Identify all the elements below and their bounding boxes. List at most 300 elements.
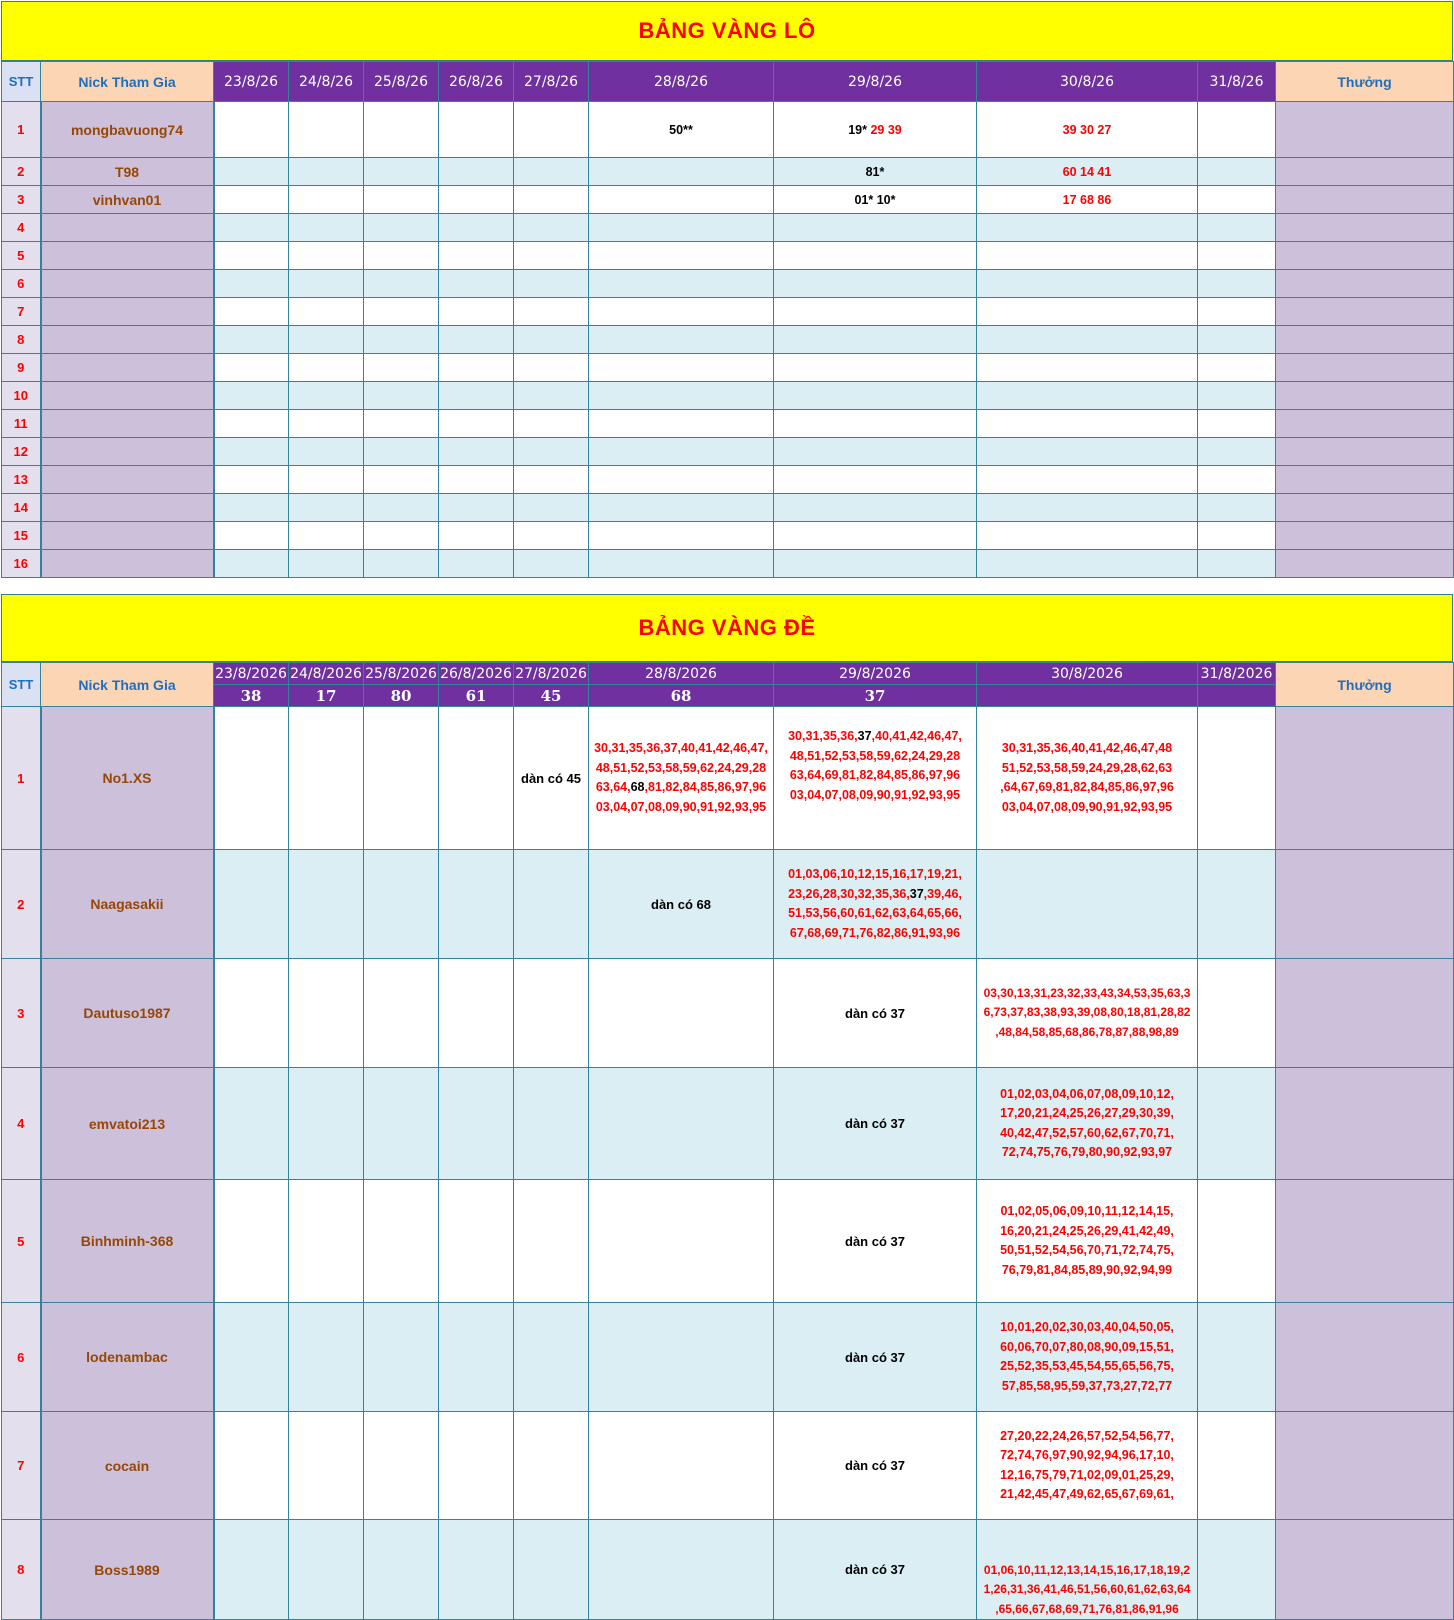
day-cell[interactable] bbox=[289, 410, 364, 438]
day-cell[interactable] bbox=[589, 410, 774, 438]
day-cell[interactable] bbox=[364, 102, 439, 158]
nick-cell[interactable] bbox=[41, 270, 214, 298]
reward-cell[interactable] bbox=[1276, 438, 1454, 466]
day-cell[interactable] bbox=[1198, 410, 1276, 438]
day-cell[interactable] bbox=[289, 959, 364, 1068]
header-date: 28/8/26 bbox=[589, 62, 774, 102]
day-cell[interactable] bbox=[214, 410, 289, 438]
day-cell[interactable] bbox=[514, 186, 589, 214]
day-cell[interactable] bbox=[1198, 494, 1276, 522]
day-cell[interactable] bbox=[289, 1180, 364, 1303]
day-cell[interactable] bbox=[977, 850, 1198, 959]
day-cell[interactable] bbox=[289, 158, 364, 186]
day-cell[interactable] bbox=[774, 438, 977, 466]
reward-cell[interactable] bbox=[1276, 326, 1454, 354]
day-cell[interactable] bbox=[589, 1180, 774, 1303]
day-cell[interactable] bbox=[514, 326, 589, 354]
day-cell[interactable]: dàn có 45 bbox=[514, 707, 589, 850]
row-number: 10 bbox=[2, 382, 41, 410]
day-cell[interactable]: 03,30,13,31,23,32,33,43,34,53,35,63,3 6,73,37,83,38,93,39,08,80,18,81,28,82 ,48,84,58,85,68,86,78,87,88,98,89 bbox=[977, 959, 1198, 1068]
day-cell[interactable] bbox=[439, 550, 514, 578]
day-cell[interactable] bbox=[364, 270, 439, 298]
day-cell[interactable] bbox=[774, 550, 977, 578]
nick-cell[interactable] bbox=[41, 326, 214, 354]
day-cell[interactable] bbox=[774, 466, 977, 494]
reward-cell[interactable] bbox=[1276, 522, 1454, 550]
day-cell[interactable] bbox=[977, 270, 1198, 298]
day-cell[interactable] bbox=[214, 707, 289, 850]
day-cell[interactable] bbox=[589, 214, 774, 242]
day-cell[interactable] bbox=[289, 1412, 364, 1520]
day-cell[interactable] bbox=[364, 550, 439, 578]
day-cell[interactable] bbox=[1198, 550, 1276, 578]
day-cell[interactable] bbox=[1198, 158, 1276, 186]
day-cell[interactable] bbox=[214, 186, 289, 214]
day-cell[interactable] bbox=[289, 1303, 364, 1412]
day-cell[interactable] bbox=[774, 522, 977, 550]
day-cell[interactable] bbox=[214, 466, 289, 494]
day-cell[interactable]: dàn có 37 bbox=[774, 1412, 977, 1520]
day-cell[interactable] bbox=[1198, 1520, 1276, 1620]
row-number: 7 bbox=[2, 298, 41, 326]
day-cell[interactable] bbox=[214, 298, 289, 326]
day-cell[interactable] bbox=[774, 102, 977, 158]
day-cell[interactable] bbox=[977, 382, 1198, 410]
header-nick: Nick Tham Gia bbox=[41, 62, 214, 102]
day-cell[interactable] bbox=[514, 1303, 589, 1412]
day-cell[interactable] bbox=[439, 382, 514, 410]
nick-cell[interactable] bbox=[41, 494, 214, 522]
day-cell[interactable] bbox=[214, 550, 289, 578]
day-cell[interactable] bbox=[439, 242, 514, 270]
reward-cell[interactable] bbox=[1276, 850, 1454, 959]
day-cell[interactable] bbox=[439, 410, 514, 438]
nick-cell[interactable] bbox=[41, 214, 214, 242]
day-cell[interactable] bbox=[364, 326, 439, 354]
de-title: BẢNG VÀNG ĐỀ bbox=[1, 594, 1453, 662]
table-row bbox=[2, 102, 1454, 158]
day-cell[interactable] bbox=[364, 1303, 439, 1412]
day-cell[interactable] bbox=[589, 354, 774, 382]
day-cell[interactable] bbox=[1198, 438, 1276, 466]
header-thuong: Thưởng bbox=[1276, 663, 1454, 707]
hit-number: 37 bbox=[909, 886, 924, 901]
day-cell[interactable] bbox=[364, 466, 439, 494]
hit-number: 37 bbox=[857, 729, 872, 743]
day-cell[interactable] bbox=[214, 1303, 289, 1412]
day-cell[interactable] bbox=[364, 494, 439, 522]
day-cell[interactable] bbox=[589, 382, 774, 410]
day-cell[interactable] bbox=[364, 410, 439, 438]
day-cell[interactable] bbox=[439, 850, 514, 959]
day-cell[interactable] bbox=[514, 959, 589, 1068]
day-cell[interactable] bbox=[774, 850, 977, 959]
day-cell[interactable] bbox=[514, 158, 589, 186]
header-date: 24/8/2026 bbox=[289, 663, 364, 685]
day-cell[interactable]: 17 68 86 bbox=[977, 186, 1198, 214]
day-cell[interactable] bbox=[439, 522, 514, 550]
nick-cell[interactable]: No1.XS bbox=[41, 707, 214, 850]
day-cell[interactable] bbox=[1198, 102, 1276, 158]
reward-cell[interactable] bbox=[1276, 1303, 1454, 1412]
table-row bbox=[2, 466, 1454, 494]
day-cell[interactable] bbox=[214, 494, 289, 522]
day-cell[interactable] bbox=[774, 214, 977, 242]
nick-cell[interactable] bbox=[41, 410, 214, 438]
day-cell[interactable] bbox=[514, 466, 589, 494]
day-cell[interactable] bbox=[439, 959, 514, 1068]
de-table bbox=[1, 662, 1454, 1620]
day-cell[interactable] bbox=[774, 494, 977, 522]
day-cell[interactable] bbox=[977, 298, 1198, 326]
day-cell[interactable] bbox=[589, 494, 774, 522]
day-cell[interactable] bbox=[1198, 850, 1276, 959]
day-cell[interactable] bbox=[1198, 707, 1276, 850]
day-cell[interactable] bbox=[439, 102, 514, 158]
nick-cell[interactable]: vinhvan01 bbox=[41, 186, 214, 214]
day-cell[interactable] bbox=[589, 707, 774, 850]
reward-cell[interactable] bbox=[1276, 959, 1454, 1068]
day-cell[interactable] bbox=[439, 1180, 514, 1303]
nick-cell[interactable]: lodenambac bbox=[41, 1303, 214, 1412]
day-cell[interactable] bbox=[977, 466, 1198, 494]
day-cell[interactable] bbox=[589, 1068, 774, 1180]
day-cell[interactable] bbox=[289, 186, 364, 214]
day-cell[interactable]: dàn có 37 bbox=[774, 1303, 977, 1412]
day-cell[interactable] bbox=[214, 326, 289, 354]
nick-cell[interactable] bbox=[41, 438, 214, 466]
day-cell[interactable] bbox=[514, 1412, 589, 1520]
day-cell[interactable]: dàn có 37 bbox=[774, 1520, 977, 1620]
table-row bbox=[2, 438, 1454, 466]
day-cell[interactable] bbox=[589, 270, 774, 298]
day-cell[interactable] bbox=[289, 298, 364, 326]
day-cell[interactable] bbox=[514, 850, 589, 959]
nick-cell[interactable] bbox=[41, 466, 214, 494]
day-cell[interactable] bbox=[1198, 270, 1276, 298]
table-row bbox=[2, 270, 1454, 298]
header-date: 25/8/26 bbox=[364, 62, 439, 102]
table-row bbox=[2, 186, 1454, 214]
day-cell[interactable] bbox=[364, 298, 439, 326]
reward-cell[interactable] bbox=[1276, 466, 1454, 494]
row-number: 2 bbox=[2, 850, 41, 959]
day-cell[interactable]: 60 14 41 bbox=[977, 158, 1198, 186]
day-cell[interactable] bbox=[977, 214, 1198, 242]
nick-cell[interactable]: T98 bbox=[41, 158, 214, 186]
day-cell[interactable] bbox=[439, 214, 514, 242]
day-cell[interactable] bbox=[214, 438, 289, 466]
number-list: ,81,82,84,85,86,97,96 03,04,07,08,09,90,91,92,93,95 bbox=[595, 780, 767, 814]
table-row bbox=[2, 354, 1454, 382]
header-date: 28/8/2026 bbox=[589, 663, 774, 685]
day-cell[interactable] bbox=[289, 522, 364, 550]
day-cell[interactable] bbox=[289, 466, 364, 494]
day-cell[interactable] bbox=[289, 354, 364, 382]
reward-cell[interactable] bbox=[1276, 550, 1454, 578]
day-cell[interactable] bbox=[214, 959, 289, 1068]
table-row bbox=[2, 959, 1454, 1068]
reward-cell[interactable] bbox=[1276, 102, 1454, 158]
day-cell[interactable] bbox=[774, 354, 977, 382]
day-cell[interactable] bbox=[214, 1068, 289, 1180]
day-cell[interactable]: dàn có 37 bbox=[774, 1180, 977, 1303]
reward-cell[interactable] bbox=[1276, 410, 1454, 438]
day-cell[interactable] bbox=[514, 494, 589, 522]
day-cell[interactable] bbox=[1198, 466, 1276, 494]
nick-cell[interactable]: Naagasakii bbox=[41, 850, 214, 959]
reward-cell[interactable] bbox=[1276, 158, 1454, 186]
day-cell[interactable] bbox=[439, 158, 514, 186]
day-cell[interactable]: 27,20,22,24,26,57,52,54,56,77, 72,74,76,97,90,92,94,96,17,10, 12,16,75,79,71,02,09,01,25,29, 21,42,45,47,49,62,65,67,69,61, bbox=[977, 1412, 1198, 1520]
day-cell[interactable] bbox=[977, 410, 1198, 438]
header-stt: STT bbox=[2, 62, 41, 102]
day-cell[interactable] bbox=[439, 326, 514, 354]
lo-title: BẢNG VÀNG LÔ bbox=[1, 1, 1453, 61]
day-cell[interactable] bbox=[514, 410, 589, 438]
nick-cell[interactable] bbox=[41, 298, 214, 326]
day-cell[interactable] bbox=[589, 298, 774, 326]
day-cell[interactable] bbox=[439, 1520, 514, 1620]
day-cell[interactable] bbox=[774, 410, 977, 438]
day-cell[interactable] bbox=[1198, 1412, 1276, 1520]
day-cell[interactable] bbox=[774, 707, 977, 850]
day-cell[interactable] bbox=[364, 214, 439, 242]
day-cell[interactable] bbox=[289, 438, 364, 466]
day-cell[interactable]: dàn có 68 bbox=[589, 850, 774, 959]
day-cell[interactable] bbox=[439, 354, 514, 382]
day-cell[interactable] bbox=[439, 1068, 514, 1180]
day-cell[interactable] bbox=[214, 270, 289, 298]
nick-cell[interactable] bbox=[41, 354, 214, 382]
day-cell[interactable] bbox=[1198, 1180, 1276, 1303]
day-cell[interactable] bbox=[514, 242, 589, 270]
day-cell[interactable] bbox=[439, 1303, 514, 1412]
row-number: 12 bbox=[2, 438, 41, 466]
day-cell[interactable] bbox=[977, 522, 1198, 550]
nick-cell[interactable] bbox=[41, 522, 214, 550]
day-cell[interactable] bbox=[214, 1520, 289, 1620]
nick-cell[interactable]: Boss1989 bbox=[41, 1520, 214, 1620]
day-cell[interactable] bbox=[977, 326, 1198, 354]
day-cell[interactable] bbox=[214, 1412, 289, 1520]
day-cell[interactable] bbox=[1198, 186, 1276, 214]
reward-cell[interactable] bbox=[1276, 1180, 1454, 1303]
reward-cell[interactable] bbox=[1276, 1412, 1454, 1520]
result-number: 38 bbox=[214, 685, 289, 707]
day-cell[interactable] bbox=[289, 382, 364, 410]
day-cell[interactable]: dàn có 37 bbox=[774, 1068, 977, 1180]
day-cell[interactable] bbox=[514, 1068, 589, 1180]
day-cell[interactable] bbox=[589, 1412, 774, 1520]
table-row bbox=[2, 382, 1454, 410]
day-cell[interactable] bbox=[289, 270, 364, 298]
header-date: 24/8/26 bbox=[289, 62, 364, 102]
day-cell[interactable] bbox=[774, 382, 977, 410]
reward-cell[interactable] bbox=[1276, 186, 1454, 214]
row-number: 8 bbox=[2, 1520, 41, 1620]
day-cell[interactable] bbox=[514, 102, 589, 158]
nick-cell[interactable]: cocain bbox=[41, 1412, 214, 1520]
day-cell[interactable]: 30,31,35,36,40,41,42,46,47,48 51,52,53,58,59,24,29,28,62,63 ,64,67,69,81,82,84,85,86,97,96 03,04,07,08,09,90,91,92,93,95 bbox=[977, 707, 1198, 850]
reward-cell[interactable] bbox=[1276, 494, 1454, 522]
day-cell[interactable] bbox=[514, 438, 589, 466]
day-cell[interactable] bbox=[214, 1180, 289, 1303]
table-row bbox=[2, 1520, 1454, 1620]
day-cell[interactable] bbox=[289, 242, 364, 270]
day-cell[interactable] bbox=[364, 438, 439, 466]
nick-cell[interactable]: emvatoi213 bbox=[41, 1068, 214, 1180]
day-cell[interactable] bbox=[364, 522, 439, 550]
day-cell[interactable] bbox=[364, 158, 439, 186]
day-cell[interactable] bbox=[774, 326, 977, 354]
day-cell[interactable] bbox=[514, 522, 589, 550]
day-cell[interactable] bbox=[589, 438, 774, 466]
day-cell[interactable] bbox=[289, 1068, 364, 1180]
day-cell[interactable]: 01* 10* bbox=[774, 186, 977, 214]
day-cell[interactable] bbox=[214, 850, 289, 959]
day-cell[interactable] bbox=[289, 326, 364, 354]
day-cell[interactable] bbox=[439, 707, 514, 850]
day-cell[interactable] bbox=[439, 438, 514, 466]
nick-cell[interactable]: Binhminh-368 bbox=[41, 1180, 214, 1303]
day-cell[interactable] bbox=[439, 466, 514, 494]
day-cell[interactable] bbox=[1198, 354, 1276, 382]
nick-cell[interactable] bbox=[41, 550, 214, 578]
day-cell[interactable] bbox=[214, 102, 289, 158]
day-cell[interactable] bbox=[977, 438, 1198, 466]
day-cell[interactable] bbox=[289, 102, 364, 158]
day-cell[interactable] bbox=[214, 214, 289, 242]
day-cell[interactable] bbox=[589, 242, 774, 270]
reward-cell[interactable] bbox=[1276, 214, 1454, 242]
day-cell[interactable] bbox=[289, 214, 364, 242]
day-cell[interactable] bbox=[214, 242, 289, 270]
day-cell[interactable] bbox=[1198, 214, 1276, 242]
header-nick: Nick Tham Gia bbox=[41, 663, 214, 707]
day-cell[interactable] bbox=[1198, 326, 1276, 354]
reward-cell[interactable] bbox=[1276, 298, 1454, 326]
row-number: 3 bbox=[2, 186, 41, 214]
reward-cell[interactable] bbox=[1276, 1068, 1454, 1180]
day-cell[interactable] bbox=[364, 707, 439, 850]
day-cell[interactable] bbox=[514, 1180, 589, 1303]
day-cell[interactable] bbox=[1198, 242, 1276, 270]
day-cell[interactable] bbox=[364, 242, 439, 270]
day-cell[interactable]: 81* bbox=[774, 158, 977, 186]
day-cell[interactable] bbox=[214, 382, 289, 410]
table-row bbox=[2, 410, 1454, 438]
day-cell[interactable] bbox=[977, 494, 1198, 522]
day-cell[interactable]: 01,06,10,11,12,13,14,15,16,17,18,19,2 1,26,31,36,41,46,51,56,60,61,62,63,64 ,65,66,67,68,69,71,76,81,86,91,96 bbox=[977, 1520, 1198, 1620]
reward-cell[interactable] bbox=[1276, 707, 1454, 850]
table-row bbox=[2, 1180, 1454, 1303]
day-cell[interactable] bbox=[589, 1303, 774, 1412]
day-cell[interactable] bbox=[289, 550, 364, 578]
day-cell[interactable] bbox=[514, 270, 589, 298]
day-cell[interactable] bbox=[589, 522, 774, 550]
day-cell[interactable] bbox=[589, 466, 774, 494]
day-cell[interactable] bbox=[364, 1068, 439, 1180]
day-cell[interactable]: 01,02,05,06,09,10,11,12,14,15, 16,20,21,24,25,26,29,41,42,49, 50,51,52,54,56,70,71,72,74,75, 76,79,81,84,85,89,90,92,94,99 bbox=[977, 1180, 1198, 1303]
day-cell[interactable] bbox=[289, 494, 364, 522]
day-cell[interactable] bbox=[364, 382, 439, 410]
day-cell[interactable] bbox=[589, 959, 774, 1068]
day-cell[interactable] bbox=[514, 298, 589, 326]
day-cell[interactable] bbox=[589, 186, 774, 214]
day-cell[interactable] bbox=[514, 214, 589, 242]
day-cell[interactable]: 39 30 27 bbox=[977, 102, 1198, 158]
day-cell[interactable] bbox=[364, 186, 439, 214]
reward-cell[interactable] bbox=[1276, 1520, 1454, 1620]
day-cell[interactable] bbox=[364, 1180, 439, 1303]
nick-cell[interactable]: Dautuso1987 bbox=[41, 959, 214, 1068]
day-cell[interactable] bbox=[977, 550, 1198, 578]
day-cell[interactable] bbox=[774, 242, 977, 270]
day-cell[interactable] bbox=[589, 158, 774, 186]
day-cell[interactable] bbox=[977, 354, 1198, 382]
day-cell[interactable] bbox=[439, 270, 514, 298]
day-cell[interactable] bbox=[1198, 1068, 1276, 1180]
day-cell[interactable] bbox=[514, 1520, 589, 1620]
reward-cell[interactable] bbox=[1276, 382, 1454, 410]
day-cell[interactable] bbox=[589, 550, 774, 578]
day-cell[interactable] bbox=[514, 354, 589, 382]
day-cell[interactable] bbox=[589, 1520, 774, 1620]
reward-cell[interactable] bbox=[1276, 242, 1454, 270]
day-cell[interactable] bbox=[439, 494, 514, 522]
day-cell[interactable] bbox=[1198, 298, 1276, 326]
day-cell[interactable]: 01,02,03,04,06,07,08,09,10,12, 17,20,21,24,25,26,27,29,30,39, 40,42,47,52,57,60,62,67,70,71, 72,74,75,76,79,80,90,92,93,97 bbox=[977, 1068, 1198, 1180]
day-cell[interactable] bbox=[1198, 959, 1276, 1068]
day-cell[interactable] bbox=[439, 1412, 514, 1520]
day-cell[interactable] bbox=[589, 326, 774, 354]
nick-cell[interactable] bbox=[41, 382, 214, 410]
reward-cell[interactable] bbox=[1276, 354, 1454, 382]
table-row bbox=[2, 1068, 1454, 1180]
day-cell[interactable] bbox=[774, 270, 977, 298]
nick-cell[interactable]: mongbavuong74 bbox=[41, 102, 214, 158]
day-cell[interactable] bbox=[774, 298, 977, 326]
day-cell[interactable] bbox=[289, 707, 364, 850]
day-cell[interactable] bbox=[214, 522, 289, 550]
row-number: 14 bbox=[2, 494, 41, 522]
day-cell[interactable] bbox=[439, 298, 514, 326]
day-cell[interactable] bbox=[364, 1520, 439, 1620]
day-cell[interactable] bbox=[514, 382, 589, 410]
nick-cell[interactable] bbox=[41, 242, 214, 270]
day-cell[interactable] bbox=[977, 242, 1198, 270]
day-cell[interactable] bbox=[364, 959, 439, 1068]
reward-cell[interactable] bbox=[1276, 270, 1454, 298]
day-cell[interactable] bbox=[439, 186, 514, 214]
day-cell[interactable]: 10,01,20,02,30,03,40,04,50,05, 60,06,70,07,80,08,90,09,15,51, 25,52,35,53,45,54,55,65,56,75, 57,85,58,95,59,37,73,27,72,77 bbox=[977, 1303, 1198, 1412]
day-cell[interactable] bbox=[1198, 382, 1276, 410]
day-cell[interactable] bbox=[364, 1412, 439, 1520]
day-cell[interactable] bbox=[214, 158, 289, 186]
day-cell[interactable] bbox=[214, 354, 289, 382]
day-cell[interactable] bbox=[364, 850, 439, 959]
day-cell[interactable]: dàn có 37 bbox=[774, 959, 977, 1068]
day-cell[interactable] bbox=[1198, 1303, 1276, 1412]
day-cell[interactable]: 50** bbox=[589, 102, 774, 158]
day-cell[interactable] bbox=[364, 354, 439, 382]
day-cell[interactable] bbox=[1198, 522, 1276, 550]
row-number: 9 bbox=[2, 354, 41, 382]
day-cell[interactable] bbox=[289, 850, 364, 959]
day-cell[interactable] bbox=[289, 1520, 364, 1620]
day-cell[interactable] bbox=[514, 550, 589, 578]
